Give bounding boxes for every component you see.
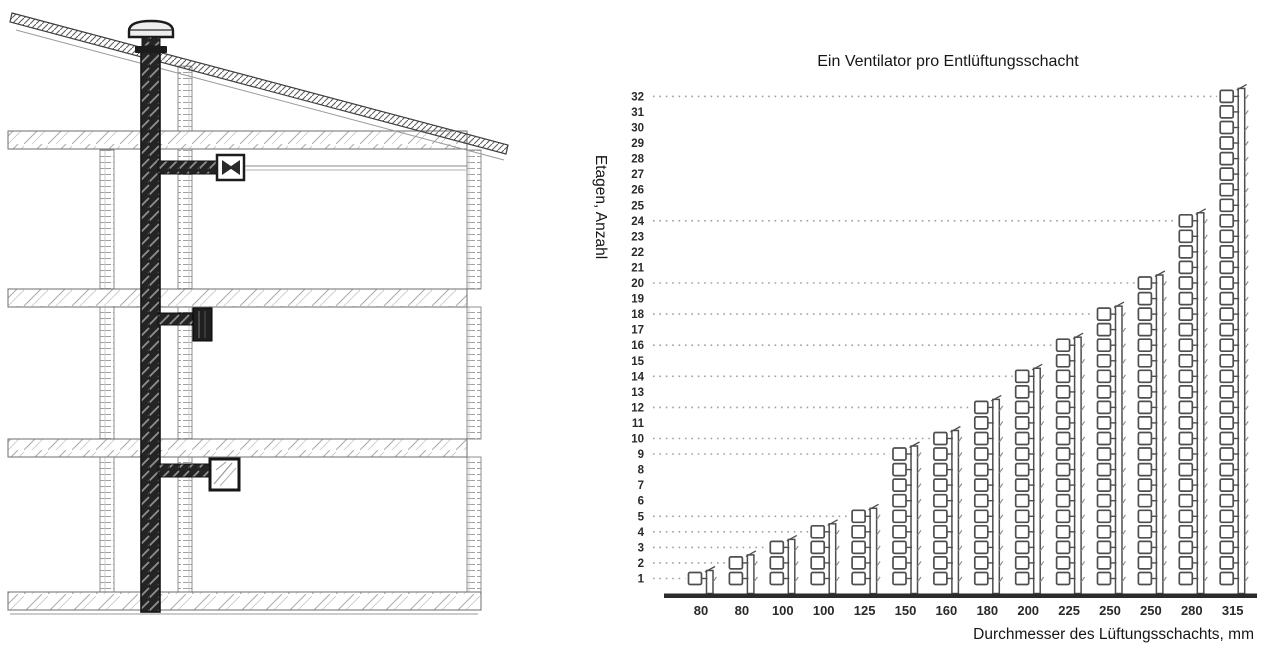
fan-unit	[1098, 433, 1111, 445]
shaft-column	[852, 504, 880, 593]
fan-unit	[1057, 510, 1070, 522]
fan-unit	[975, 479, 988, 491]
fan-unit	[1179, 339, 1192, 351]
wall-column	[178, 307, 192, 439]
fan-unit	[1138, 495, 1151, 507]
y-tick-label: 20	[631, 278, 644, 290]
y-tick-label: 12	[631, 402, 644, 415]
wall-column	[100, 307, 114, 439]
fan-unit	[1179, 324, 1192, 336]
fan-unit	[1220, 401, 1233, 413]
y-tick-label: 10	[631, 433, 644, 446]
fan-unit	[1138, 370, 1151, 382]
branch-floor-3	[158, 459, 239, 490]
y-tick-label: 1	[637, 573, 644, 586]
column-shaft	[952, 431, 959, 594]
fan-unit	[1220, 215, 1233, 227]
vent-shaft	[141, 52, 160, 612]
fan-unit	[1016, 479, 1029, 491]
branch-floor-1	[158, 155, 467, 180]
y-tick-label: 24	[631, 215, 644, 228]
fan-unit	[1179, 495, 1192, 507]
fan-unit	[893, 573, 906, 585]
y-tick-label: 28	[631, 153, 644, 166]
fan-unit	[1016, 401, 1029, 413]
fan-unit	[975, 541, 988, 553]
fan-unit	[1220, 433, 1233, 445]
fan-unit	[852, 510, 865, 522]
fan-unit	[1179, 215, 1192, 227]
fan-unit	[1179, 401, 1192, 413]
y-tick-label: 7	[637, 480, 644, 493]
column-shaft	[829, 524, 836, 594]
x-tick-label: 150	[894, 603, 917, 618]
column-shaft	[707, 571, 714, 594]
fan-unit	[1179, 573, 1192, 585]
fan-unit	[1057, 479, 1070, 491]
fan-unit	[934, 448, 947, 460]
fan-unit	[811, 526, 824, 538]
y-tick-label: 26	[631, 184, 644, 197]
x-tick-label: 225	[1058, 603, 1080, 618]
fan-unit	[1220, 261, 1233, 273]
fan-unit	[1220, 557, 1233, 569]
fan-unit	[1220, 526, 1233, 538]
y-tick-label: 31	[631, 106, 644, 119]
fan-unit	[1098, 339, 1111, 351]
wall-column	[100, 457, 114, 592]
fan-unit	[975, 557, 988, 569]
fan-unit	[1179, 479, 1192, 491]
x-tick-label: 80	[734, 603, 750, 618]
column-shaft	[1034, 368, 1041, 593]
branch-duct	[158, 313, 195, 325]
fan-unit	[1016, 557, 1029, 569]
fan-unit	[1220, 90, 1233, 102]
fan-unit	[1098, 448, 1111, 460]
y-axis-tick-labels	[631, 91, 644, 585]
cap-neck	[142, 37, 160, 46]
fan-unit	[1138, 417, 1151, 429]
fan-unit	[1220, 573, 1233, 585]
fan-unit	[1016, 370, 1029, 382]
x-axis-tick-labels	[694, 603, 1244, 618]
y-tick-label: 32	[631, 91, 644, 104]
fan-unit	[1220, 417, 1233, 429]
floor-slab-bottom	[8, 592, 481, 610]
shaft-column	[934, 427, 962, 594]
fan-unit	[893, 541, 906, 553]
fan-unit	[852, 557, 865, 569]
wall-column-right	[467, 307, 481, 439]
fan-unit	[770, 541, 783, 553]
fan-unit	[729, 573, 742, 585]
fan-unit	[1179, 386, 1192, 398]
shaft-column	[893, 442, 921, 594]
y-tick-label: 2	[637, 557, 644, 570]
fan-unit	[770, 557, 783, 569]
fan-unit	[1179, 308, 1192, 320]
fan-unit	[1179, 541, 1192, 553]
x-tick-label: 315	[1221, 603, 1244, 618]
fan-unit	[852, 573, 865, 585]
column-shaft	[1238, 88, 1245, 593]
fan-unit	[1098, 417, 1111, 429]
fan-unit	[1220, 106, 1233, 118]
fan-unit	[811, 557, 824, 569]
fan-unit	[1057, 495, 1070, 507]
branch-duct	[158, 161, 217, 174]
fan-unit	[1098, 479, 1111, 491]
floor-slab	[8, 131, 467, 149]
fan-unit	[975, 510, 988, 522]
x-tick-label: 280	[1180, 603, 1203, 618]
fan-unit	[729, 557, 742, 569]
fan-unit	[1057, 541, 1070, 553]
fan-unit	[1016, 541, 1029, 553]
fan-unit	[770, 573, 783, 585]
fan-unit	[1138, 324, 1151, 336]
fan-unit	[1220, 168, 1233, 180]
fan-unit	[1057, 573, 1070, 585]
y-tick-label: 8	[637, 464, 644, 477]
fan-unit	[1016, 417, 1029, 429]
fan-unit	[893, 557, 906, 569]
y-tick-label: 9	[637, 449, 644, 461]
fan-unit	[1098, 464, 1111, 476]
fan-unit	[1098, 370, 1111, 382]
wall-column-right	[467, 150, 481, 289]
fan-unit	[934, 464, 947, 476]
fan-unit	[1138, 557, 1151, 569]
fan-unit	[1057, 339, 1070, 351]
y-tick-label: 29	[631, 138, 644, 150]
fan-unit	[1098, 573, 1111, 585]
wall-column-right	[467, 457, 481, 592]
cap-dome	[129, 21, 173, 37]
fan-unit	[1098, 526, 1111, 538]
branch-duct	[158, 464, 212, 477]
fan-unit	[1138, 355, 1151, 367]
fan-unit	[975, 433, 988, 445]
shaft-column	[1057, 333, 1085, 593]
fan-unit	[1098, 324, 1111, 336]
x-axis-title: Durchmesser des Lüftungsschachts, mm	[973, 626, 1254, 643]
column-shaft	[747, 555, 754, 594]
x-axis-line	[664, 594, 1257, 599]
cap-flange	[135, 46, 167, 53]
fan-unit	[1179, 277, 1192, 289]
y-tick-label: 6	[637, 495, 644, 508]
fan-unit	[1220, 184, 1233, 196]
y-tick-label: 25	[631, 200, 644, 213]
fan-unit	[1179, 230, 1192, 242]
fan-unit	[1220, 293, 1233, 305]
fan-unit	[1138, 541, 1151, 553]
fan-unit	[975, 526, 988, 538]
fan-unit	[975, 464, 988, 476]
shaft-column	[1220, 84, 1248, 593]
fan-unit	[1138, 386, 1151, 398]
fan-unit	[893, 526, 906, 538]
fan-unit	[852, 526, 865, 538]
fan-unit	[1220, 339, 1233, 351]
fan-unit	[1220, 355, 1233, 367]
fan-unit	[1098, 557, 1111, 569]
floor-slab	[8, 289, 467, 307]
fan-unit	[1179, 433, 1192, 445]
shaft-column	[689, 567, 717, 594]
fan-unit	[1138, 308, 1151, 320]
shaft-column	[770, 535, 798, 593]
fan-unit	[1016, 526, 1029, 538]
x-tick-label: 200	[1017, 603, 1040, 618]
fan-unit	[1057, 401, 1070, 413]
fan-unit	[1220, 479, 1233, 491]
fan-unit	[975, 401, 988, 413]
y-tick-label: 11	[631, 417, 644, 430]
column-shaft	[993, 399, 1000, 593]
shaft-column	[729, 551, 757, 594]
fan-unit	[1220, 230, 1233, 242]
fan-unit	[1179, 526, 1192, 538]
y-tick-label: 16	[631, 340, 644, 353]
shaft-column	[975, 395, 1003, 593]
fan-unit	[1179, 448, 1192, 460]
fan-unit	[1138, 401, 1151, 413]
fan-unit	[1016, 433, 1029, 445]
x-tick-label: 125	[853, 603, 876, 618]
fan-unit	[1179, 355, 1192, 367]
y-tick-label: 13	[631, 386, 644, 399]
fan-unit	[1179, 510, 1192, 522]
x-tick-label: 80	[693, 603, 709, 618]
wall-column	[178, 66, 192, 131]
fan-unit	[1220, 510, 1233, 522]
x-tick-label: 160	[935, 603, 958, 618]
fan-unit	[1057, 557, 1070, 569]
fan-unit	[1138, 464, 1151, 476]
column-shaft	[1156, 275, 1163, 594]
fan-unit	[1057, 370, 1070, 382]
x-tick-label: 250	[1099, 603, 1121, 618]
fan-unit	[1138, 293, 1151, 305]
x-tick-label: 180	[976, 603, 999, 618]
column-shaft	[1116, 306, 1123, 593]
y-tick-label: 23	[631, 231, 644, 244]
fan-unit	[1057, 386, 1070, 398]
fan-box-floor-2	[193, 308, 212, 341]
fan-unit	[1057, 433, 1070, 445]
fan-unit	[1098, 401, 1111, 413]
fan-unit	[1016, 573, 1029, 585]
vent-cap	[129, 21, 173, 53]
fan-unit	[1179, 293, 1192, 305]
shaft-column	[1179, 209, 1207, 594]
shaft-column	[1138, 271, 1166, 594]
fan-unit	[1098, 355, 1111, 367]
fan-unit	[893, 464, 906, 476]
fan-unit	[975, 573, 988, 585]
fan-unit	[1220, 246, 1233, 258]
fan-unit	[1098, 308, 1111, 320]
fan-unit	[893, 495, 906, 507]
fan-unit	[1057, 464, 1070, 476]
fan-unit	[811, 541, 824, 553]
fan-unit	[1016, 448, 1029, 460]
fan-unit	[1220, 324, 1233, 336]
fan-unit	[1138, 339, 1151, 351]
fan-unit	[1179, 261, 1192, 273]
y-tick-label: 19	[631, 293, 644, 306]
shaft-columns	[689, 84, 1249, 593]
fan-unit	[1016, 495, 1029, 507]
y-tick-label: 17	[631, 324, 644, 337]
floors-vs-diameter-chart	[560, 0, 1280, 653]
fan-unit	[1138, 277, 1151, 289]
fan-unit	[1220, 153, 1233, 165]
y-tick-label: 5	[637, 511, 644, 524]
fan-unit	[1220, 541, 1233, 553]
fan-unit	[893, 510, 906, 522]
fan-unit	[1179, 370, 1192, 382]
y-tick-label: 4	[637, 526, 644, 539]
fan-unit	[1220, 122, 1233, 134]
fan-unit	[1220, 277, 1233, 289]
y-tick-label: 21	[631, 262, 644, 275]
x-tick-label: 100	[812, 603, 835, 618]
x-tick-label: 250	[1140, 603, 1162, 618]
fan-unit	[1220, 448, 1233, 460]
fan-unit	[1138, 510, 1151, 522]
column-shaft	[911, 446, 918, 594]
fan-unit	[893, 479, 906, 491]
y-tick-label: 3	[637, 542, 644, 555]
fan-unit	[1220, 495, 1233, 507]
fan-unit	[1220, 464, 1233, 476]
fan-unit	[852, 541, 865, 553]
fan-unit	[1057, 417, 1070, 429]
fan-unit	[1220, 199, 1233, 211]
fan-unit	[689, 573, 702, 585]
floor-slabs	[8, 131, 481, 614]
fan-unit	[1220, 308, 1233, 320]
fan-unit	[1220, 137, 1233, 149]
chart-title: Ein Ventilator pro Entlüftungsschacht	[817, 53, 1079, 70]
y-tick-label: 15	[631, 355, 644, 368]
fan-unit	[1138, 448, 1151, 460]
fan-unit	[934, 526, 947, 538]
fan-unit	[1220, 386, 1233, 398]
fan-unit	[934, 573, 947, 585]
fan-unit	[1016, 386, 1029, 398]
fan-unit	[975, 448, 988, 460]
shaft-column	[1098, 302, 1126, 593]
fan-unit	[1098, 386, 1111, 398]
fan-unit	[1220, 370, 1233, 382]
y-tick-label: 27	[631, 169, 644, 182]
column-shaft	[1197, 213, 1204, 594]
shaft-column	[811, 520, 839, 594]
fan-unit	[1138, 526, 1151, 538]
fan-unit	[1179, 464, 1192, 476]
floor-slab	[8, 439, 467, 457]
y-axis-title: Etagen, Anzahl	[592, 154, 609, 260]
y-tick-label: 30	[631, 122, 644, 135]
fan-unit	[1179, 246, 1192, 258]
fan-unit	[975, 417, 988, 429]
fan-unit	[1016, 510, 1029, 522]
fan-unit	[1179, 417, 1192, 429]
fan-unit	[1057, 526, 1070, 538]
fan-unit	[1138, 479, 1151, 491]
fan-unit	[934, 433, 947, 445]
fan-unit	[1138, 433, 1151, 445]
shaft-column	[1016, 364, 1044, 593]
y-tick-label: 18	[631, 309, 644, 322]
fan-unit	[934, 541, 947, 553]
fan-unit	[1016, 464, 1029, 476]
fan-unit	[893, 448, 906, 460]
fan-unit	[1098, 510, 1111, 522]
fan-unit	[1057, 355, 1070, 367]
fan-unit	[1057, 448, 1070, 460]
fan-unit	[1179, 557, 1192, 569]
fan-unit	[975, 495, 988, 507]
wall-column	[100, 150, 114, 289]
column-shaft	[870, 508, 877, 593]
fan-unit	[1098, 495, 1111, 507]
fan-unit	[811, 573, 824, 585]
fan-unit	[1138, 573, 1151, 585]
fan-unit	[934, 510, 947, 522]
y-tick-label: 22	[631, 246, 644, 259]
fan-unit	[934, 495, 947, 507]
y-tick-label: 14	[631, 371, 644, 384]
fan-unit	[1098, 541, 1111, 553]
fan-unit	[934, 479, 947, 491]
fan-unit	[934, 557, 947, 569]
x-tick-label: 100	[771, 603, 794, 618]
building-cross-section-illustration	[0, 0, 540, 653]
